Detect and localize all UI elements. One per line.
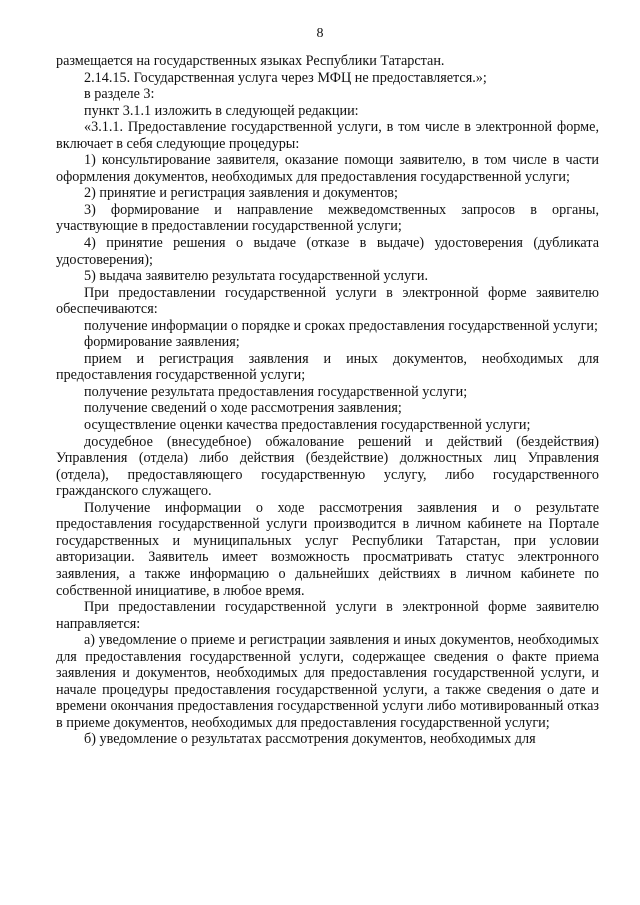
paragraph: пункт 3.1.1 изложить в следующей редакции: bbox=[84, 102, 359, 119]
paragraph: досудебное (внесудебное) обжалование решений и действий (бездействия) Управления (отдела) либо действия (бездействие) должностных лиц Управления (отдела), предоставляющего государственную услугу, либо государственного гражданского служащего. bbox=[56, 433, 599, 500]
paragraph: в разделе 3: bbox=[84, 86, 155, 103]
paragraph: 5) выдача заявителю результата государственной услуги. bbox=[84, 268, 429, 285]
paragraph: осуществление оценки качества предоставления государственной услуги; bbox=[84, 417, 531, 434]
paragraph: 2) принятие и регистрация заявления и документов; bbox=[84, 185, 398, 202]
paragraph: прием и регистрация заявления и иных документов, необходимых для предоставления государственной услуги; bbox=[56, 350, 599, 384]
paragraph: получение результата предоставления государственной услуги; bbox=[84, 383, 468, 400]
paragraph: При предоставлении государственной услуги в электронной форме заявителю обеспечиваются: bbox=[56, 284, 599, 318]
paragraph: а) уведомление о приеме и регистрации заявления и иных документов, необходимых для предоставления государственной услуги, содержащее сведения о факте приема заявления и документов, необходимых для предоставления государственной услуги, и начале процедуры предоставления государственной услуги, а также сведения о дате и времени окончания предоставления государственной услуги либо мотивированный отказ в приеме документов, необходимых для предоставления государственной услуги; bbox=[56, 632, 599, 731]
paragraph: «3.1.1. Предоставление государственной услуги, в том числе в электронной форме, включает в себя следующие процедуры: bbox=[56, 119, 599, 152]
paragraph: Получение информации о ходе рассмотрения заявления и о результате предоставления государственной услуги производится в личном кабинете на Портале государственных и муниципальных услуг Республики Татарстан, при условии авторизации. Заявитель имеет возможность просматривать статус электронного заявления, а также информацию о дальнейших действиях в личном кабинете по собственной инициативе, в любое время. bbox=[56, 499, 599, 599]
paragraph: При предоставлении государственной услуги в электронной форме заявителю направляется: bbox=[56, 599, 599, 632]
paragraph: размещается на государственных языках Республики Татарстан. bbox=[56, 53, 445, 69]
paragraph: 1) консультирование заявителя, оказание помощи заявителю, в том числе в части оформления документов, необходимых для предоставления государственной услуги; bbox=[56, 152, 599, 185]
paragraph: получение информации о порядке и сроках предоставления государственной услуги; bbox=[84, 317, 598, 334]
paragraph: формирование заявления; bbox=[84, 334, 240, 351]
page-number: 8 bbox=[316, 26, 324, 41]
paragraph: 3) формирование и направление межведомственных запросов в органы, участвующие в предоставлении государственной услуги; bbox=[56, 201, 599, 235]
document-body bbox=[56, 53, 599, 748]
paragraph: 2.14.15. Государственная услуга через МФЦ не предоставляется.»; bbox=[84, 69, 487, 86]
paragraph: получение сведений о ходе рассмотрения заявления; bbox=[84, 400, 402, 417]
paragraph: б) уведомление о результатах рассмотрения документов, необходимых для bbox=[84, 731, 536, 748]
paragraph: 4) принятие решения о выдаче (отказе в выдаче) удостоверения (дубликата удостоверения); bbox=[56, 235, 599, 268]
